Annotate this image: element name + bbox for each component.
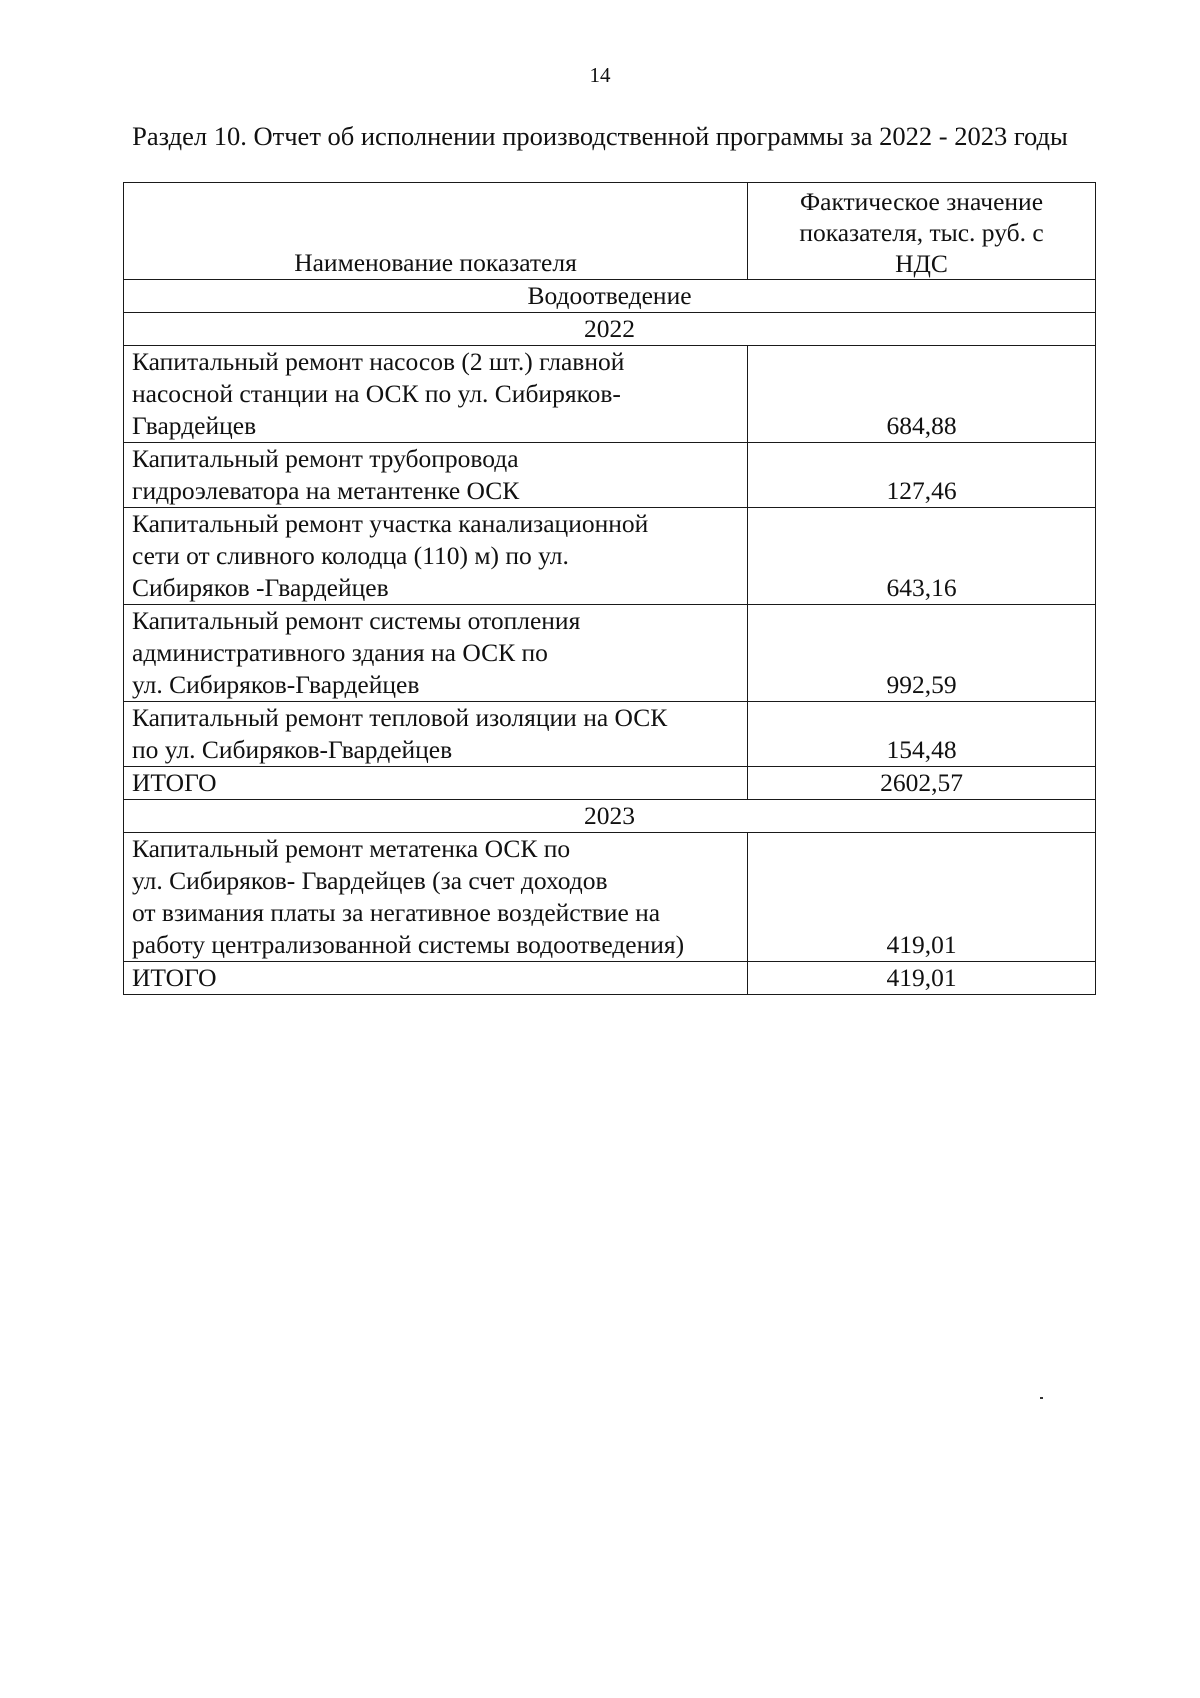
header-name-cell: Наименование показателя	[124, 183, 748, 280]
item-name-line: Капитальный ремонт метатенка ОСК по	[132, 834, 571, 863]
table-row	[124, 833, 1096, 962]
year-label: 2022	[124, 313, 1096, 346]
item-value-cell: 154,48	[748, 702, 1096, 767]
item-name-cell	[124, 605, 748, 702]
item-value-cell: 992,59	[748, 605, 1096, 702]
item-name-line: гидроэлеватора на метантенке ОСК	[132, 476, 520, 505]
item-value-cell: 643,16	[748, 508, 1096, 605]
item-name-line: Гвардейцев	[132, 411, 257, 440]
item-name-cell	[124, 443, 748, 508]
item-name-line: от взимания платы за негативное воздействие на	[132, 898, 661, 927]
total-label: ИТОГО	[124, 962, 748, 995]
item-value-cell: 127,46	[748, 443, 1096, 508]
item-name-line: Капитальный ремонт тепловой изоляции на ОСК	[132, 703, 668, 732]
item-name-line: Капитальный ремонт насосов (2 шт.) главной	[132, 347, 625, 376]
table-row	[124, 508, 1096, 605]
total-value: 2602,57	[748, 767, 1096, 800]
item-name-cell	[124, 833, 748, 962]
item-name-line: Капитальный ремонт трубопровода	[132, 444, 519, 473]
item-name-line: административного здания на ОСК по	[132, 638, 548, 667]
total-row	[124, 767, 1096, 800]
item-name-line: сети от сливного колодца (110) м) по ул.	[132, 541, 569, 570]
section-title: Раздел 10. Отчет об исполнении производственной программы за 2022 - 2023 годы	[132, 121, 1068, 151]
total-row	[124, 962, 1096, 995]
item-value-cell: 419,01	[748, 833, 1096, 962]
item-name-line: Капитальный ремонт участка канализационной	[132, 509, 649, 538]
header-value-line: НДС	[895, 249, 948, 278]
total-value: 419,01	[748, 962, 1096, 995]
item-name-cell	[124, 346, 748, 443]
item-name-line: ул. Сибиряков-Гвардейцев	[132, 670, 420, 699]
header-value-line: Фактическое значение	[799, 187, 1044, 216]
group-row	[124, 280, 1096, 313]
table-row	[124, 702, 1096, 767]
report-table	[123, 182, 1096, 995]
item-name-line: Капитальный ремонт системы отопления	[132, 606, 581, 635]
item-name-line: насосной станции на ОСК по ул. Сибиряков-	[132, 379, 621, 408]
scan-mark	[1040, 1397, 1043, 1399]
table-row	[124, 443, 1096, 508]
item-name-line: работу централизованной системы водоотведения)	[132, 930, 685, 959]
header-value-line: показателя, тыс. руб. с	[799, 218, 1044, 247]
item-name-cell	[124, 508, 748, 605]
header-value-cell	[748, 183, 1096, 280]
item-name-line: ул. Сибиряков- Гвардейцев (за счет доходов	[132, 866, 608, 895]
group-label: Водоотведение	[124, 280, 1096, 313]
page-number: 14	[589, 63, 611, 87]
item-value-cell: 684,88	[748, 346, 1096, 443]
table-row	[124, 605, 1096, 702]
year-label: 2023	[124, 800, 1096, 833]
item-name-line: Сибиряков -Гвардейцев	[132, 573, 389, 602]
item-name-cell	[124, 702, 748, 767]
year-row	[124, 313, 1096, 346]
table-row	[124, 346, 1096, 443]
year-row	[124, 800, 1096, 833]
item-name-line: по ул. Сибиряков-Гвардейцев	[132, 735, 453, 764]
table-header-row	[124, 183, 1096, 280]
total-label: ИТОГО	[124, 767, 748, 800]
